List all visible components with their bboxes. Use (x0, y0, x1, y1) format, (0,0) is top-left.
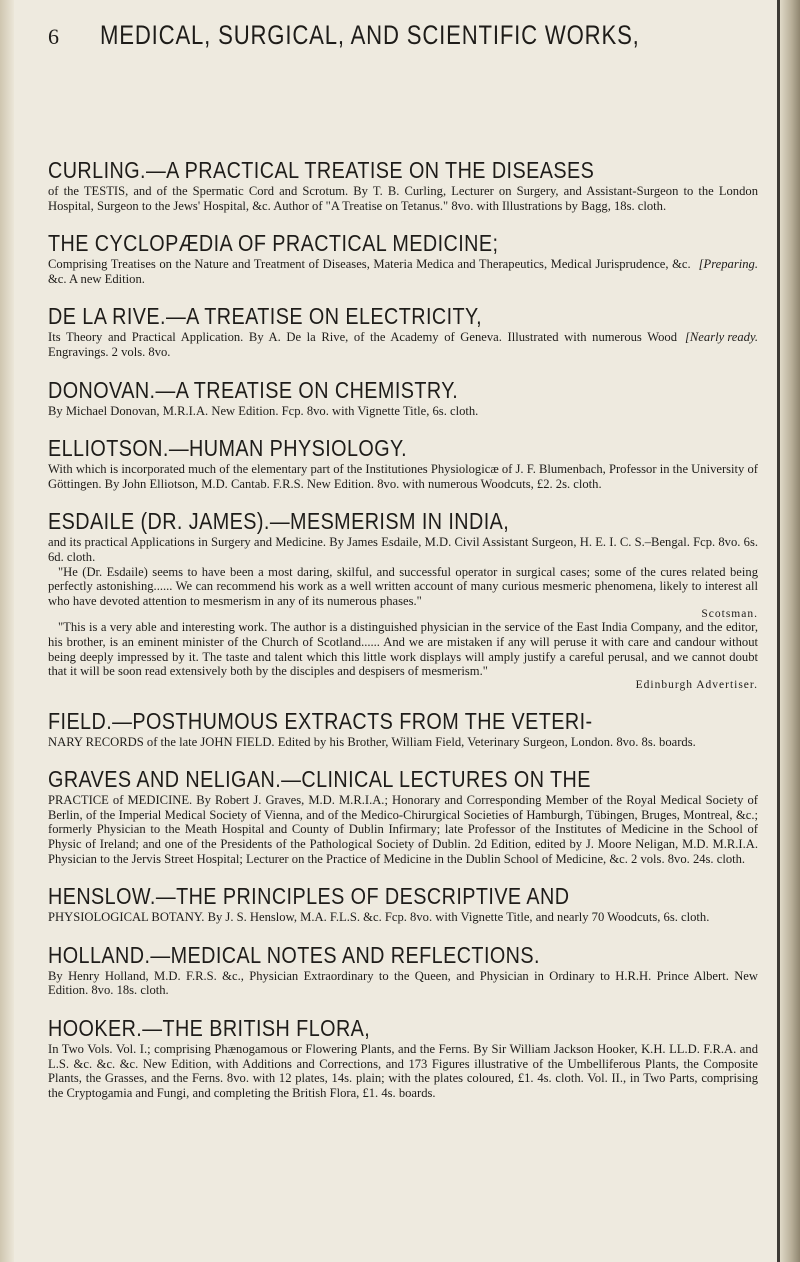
entry-description: NARY RECORDS of the late JOHN FIELD. Edited by his Brother, William Field, Veterinary Surgeon, London. 8vo. 8s. boards. (48, 734, 696, 749)
entry-title: ESDAILE (DR. JAMES).—MESMERISM IN INDIA, (48, 508, 510, 535)
entry-title: ELLIOTSON.—HUMAN PHYSIOLOGY. (48, 435, 408, 462)
gutter-shadow (0, 0, 14, 1262)
entry-description: PRACTICE of MEDICINE. By Robert J. Graves, M.D. M.R.I.A.; Honorary and Corresponding Member of the Royal Medical Society of Berlin, of the Imperial Medical Society of Vienna, and of the Medico-Chirurgical Societies of Hamburgh, Tübingen, Bruges, Montreal, &c.; formerly Physician to the Meath Hospital and County of Dublin Infirmary; late Professor of the Institutes of Medicine in the School of Physic of Ireland; and one of the Presidents of the Pathological Society of Dublin. 2d Edition, edited by J. Moore Neligan, M.D. M.R.I.A. Physician to the Jervis Street Hospital; Lecturer on the Practice of Medicine in the Dublin School of Medicine, &c. 2 vols. 8vo. 24s. cloth. (48, 793, 758, 866)
entry-holland (48, 943, 758, 998)
review-quote: "This is a very able and interesting work. The author is a distinguished physician in the service of the East India Company, and the editor, his brother, is an eminent minister of the Church of Scotland...... And we are mistaken if any will peruse it with care and candour without being deeply impressed by it. The taste and talent which this little work displays will amply justify a careful perusal, and we cannot doubt that it will be soon read extensively both by the disciples and despisers of mesmerism." (48, 620, 758, 679)
entry-description: By Henry Holland, M.D. F.R.S. &c., Physician Extraordinary to the Queen, and Physician in Ordinary to H.R.H. Prince Albert. New Edition. 8vo. 18s. cloth. (48, 968, 758, 998)
entry-title: DE LA RIVE.—A TREATISE ON ELECTRICITY, (48, 303, 483, 330)
entry-title: DONOVAN.—A TREATISE ON CHEMISTRY. (48, 376, 459, 403)
page-number: 6 (48, 24, 59, 49)
entry-hooker (48, 1016, 758, 1100)
review-quote: "He (Dr. Esdaile) seems to have been a most daring, skilful, and successful operator in surgical cases; some of the cures related being perfectly astonishing...... We can recommend his work as a well written account of many curious mesmeric phenomena, likely to interest all who have devoted attention to mesmerism in any of its numerous phases." (48, 564, 758, 608)
entry-esdaile (48, 509, 758, 690)
entry-description: By Michael Donovan, M.R.I.A. New Edition. Fcp. 8vo. with Vignette Title, 6s. cloth. (48, 403, 479, 418)
entry-elliotson (48, 436, 758, 491)
entry-donovan (48, 378, 758, 419)
page-header (48, 20, 758, 70)
entry-description: With which is incorporated much of the elementary part of the Institutiones Physiologicæ of J. F. Blumenbach, Professor in the University of Göttingen. By John Elliotson, M.D. Cantab. F.R.S. New Edition. 8vo. with numerous Woodcuts, £2. 2s. cloth. (48, 462, 758, 491)
catalogue-page (48, 20, 758, 1118)
entry-graves-neligan (48, 767, 758, 866)
page-edge (778, 0, 800, 1262)
review-source: Scotsman. (701, 608, 758, 621)
entry-description: [Preparing. Comprising Treatises on the Nature and Treatment of Diseases, Materia Medica and Therapeutics, Medical Jurisprudence, &c. &c. A new Edition. (48, 257, 758, 286)
entry-description: [Nearly ready. Its Theory and Practical Application. By A. De la Rive, of the Academy of Geneva. Illustrated with numerous Wood Engravings. 2 vols. 8vo. (48, 330, 758, 359)
entry-description: In Two Vols. Vol. I.; comprising Phænogamous or Flowering Plants, and the Ferns. By Sir William Jackson Hooker, K.H. LL.D. F.R.A. and L.S. &c. &c. &c. New Edition, with Additions and Corrections, and 173 Figures illustrative of the Umbelliferous Plants, the Composite Plants, the Grasses, and the Ferns. 8vo. with 12 plates, 14s. plain; with the plates coloured, £1. 4s. cloth. Vol. II., in Two Parts, comprising the Cryptogamia and Fungi, and completing the British Flora, £1. 4s. boards. (48, 1042, 758, 1100)
publication-status: [Preparing. (698, 257, 758, 272)
entry-title: GRAVES AND NELIGAN.—CLINICAL LECTURES ON THE (48, 766, 591, 793)
entry-henslow (48, 884, 758, 925)
review-source: Edinburgh Advertiser. (635, 678, 758, 691)
catalogue-entries (48, 158, 758, 1100)
entry-description: of the TESTIS, and of the Spermatic Cord and Scrotum. By T. B. Curling, Lecturer on Surgery, and Assistant-Surgeon to the London Hospital, Surgeon to the Jews' Hospital, &c. Author of "A Treatise on Tetanus." 8vo. with Illustrations by Bagg, 18s. cloth. (48, 184, 758, 213)
binding-rule (777, 0, 780, 1262)
publication-status: [Nearly ready. (685, 330, 758, 345)
entry-cyclopaedia (48, 231, 758, 286)
entry-title: HOOKER.—THE BRITISH FLORA, (48, 1015, 371, 1042)
entry-description: PHYSIOLOGICAL BOTANY. By J. S. Henslow, M.A. F.L.S. &c. Fcp. 8vo. with Vignette Title, and nearly 70 Woodcuts, 6s. cloth. (48, 910, 710, 925)
entry-curling (48, 158, 758, 213)
entry-description: and its practical Applications in Surgery and Medicine. By James Esdaile, M.D. Civil Assistant Surgeon, H. E. I. C. S.–Bengal. Fcp. 8vo. 6s. 6d. cloth. (48, 535, 758, 564)
entry-title: HOLLAND.—MEDICAL NOTES AND REFLECTIONS. (48, 941, 540, 968)
entry-field (48, 709, 758, 750)
running-head: MEDICAL, SURGICAL, AND SCIENTIFIC WORKS, (99, 20, 640, 50)
entry-title: FIELD.—POSTHUMOUS EXTRACTS FROM THE VETERI- (48, 707, 593, 734)
entry-title: THE CYCLOPÆDIA OF PRACTICAL MEDICINE; (48, 230, 499, 257)
entry-title: HENSLOW.—THE PRINCIPLES OF DESCRIPTIVE AND (48, 883, 570, 910)
entry-title: CURLING.—A PRACTICAL TREATISE ON THE DISEASES (48, 157, 595, 183)
entry-de-la-rive (48, 304, 758, 359)
